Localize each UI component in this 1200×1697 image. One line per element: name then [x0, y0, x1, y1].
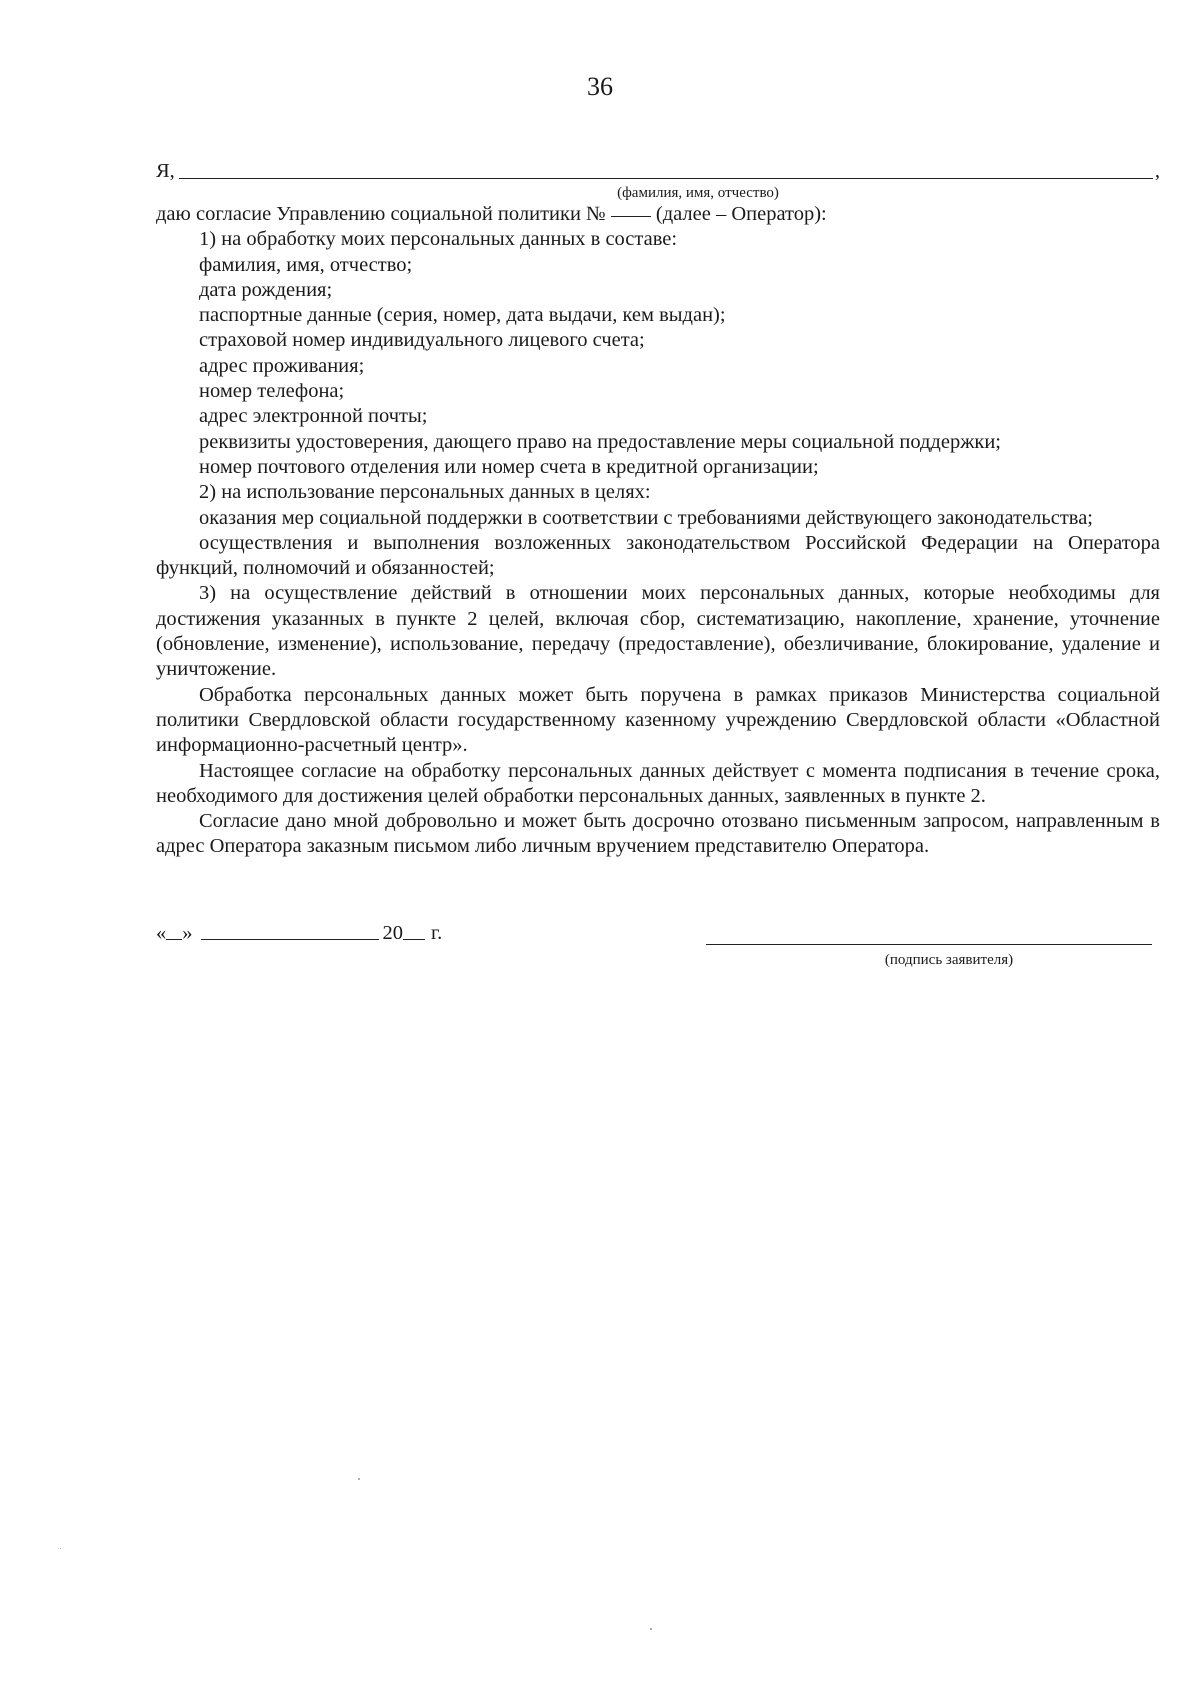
- point1-item: фамилия, имя, отчество;: [199, 253, 413, 276]
- point1-item: адрес проживания;: [199, 354, 365, 377]
- applicant-suffix: ,: [1154, 159, 1160, 182]
- department-number-field[interactable]: [611, 216, 651, 217]
- applicant-prefix: Я,: [156, 159, 175, 182]
- applicant-name-row: [156, 158, 1160, 184]
- date-fields: [156, 922, 442, 945]
- point1-item: страховой номер индивидуального лицевого счета;: [199, 329, 645, 352]
- scan-speck: [358, 1478, 360, 1480]
- revocation-paragraph: Согласие дано мной добровольно и может быть досрочно отозвано письменным запросом, направленным в адрес Оператора заказным письмом либо личным вручением представителю Оператора.: [156, 810, 1160, 858]
- point2-item: осуществления и выполнения возложенных законодательством Российской Федерации на Оператора функций, полномочий и обязанностей;: [156, 531, 1160, 580]
- signature-field[interactable]: [706, 944, 1152, 945]
- quote-close: »: [182, 922, 193, 944]
- point1-item: номер телефона;: [199, 380, 345, 403]
- quote-open: «: [156, 922, 167, 944]
- point2-title: 2) на использование персональных данных в целях:: [199, 481, 651, 504]
- consent-intro-before: даю согласие Управлению социальной политики №: [156, 203, 606, 225]
- point1-title: 1) на обработку моих персональных данных в составе:: [199, 228, 678, 251]
- scan-speck: [650, 1628, 652, 1630]
- page-number: 36: [587, 72, 613, 101]
- consent-intro: [156, 202, 1160, 227]
- fio-caption: (фамилия, имя, отчество): [617, 185, 779, 201]
- scan-speck: [60, 1548, 61, 1549]
- point1-item: номер почтового отделения или номер счета в кредитной организации;: [199, 455, 819, 478]
- point2-item: оказания мер социальной поддержки в соответствии с требованиями действующего законодательства;: [199, 506, 1093, 529]
- consent-intro-after: (далее – Оператор):: [655, 203, 827, 225]
- applicant-name-field[interactable]: [179, 178, 1153, 179]
- year-field[interactable]: [403, 939, 425, 940]
- point1-item: адрес электронной почты;: [199, 405, 428, 428]
- point1-item: реквизиты удостоверения, дающего право на предоставление меры социальной поддержки;: [199, 430, 1001, 453]
- point1-item: дата рождения;: [199, 278, 333, 301]
- consent-body: [156, 158, 1160, 860]
- year-prefix: 20: [382, 922, 403, 944]
- signature-caption: (подпись заявителя): [884, 952, 1014, 968]
- day-field[interactable]: [166, 939, 182, 940]
- point3-paragraph: 3) на осуществление действий в отношении моих персональных данных, которые необходимы для достижения указанных в пункте 2 целей, включая сбор, систематизацию, накопление, хранение, уточнение (обновление, изменение), использование, передачу (предоставление), обезличивание, блокирование, удаление и уничтожение.: [156, 582, 1160, 681]
- processing-paragraph: Обработка персональных данных может быть поручена в рамках приказов Министерства социальной политики Свердловской области государственному казенному учреждению Свердловской области «Областной информационно-расчетный центр».: [156, 683, 1160, 757]
- month-field[interactable]: [201, 939, 379, 940]
- validity-paragraph: Настоящее согласие на обработку персональных данных действует с момента подписания в течение срока, необходимого для достижения целей обработки персональных данных, заявленных в пункте 2.: [156, 759, 1160, 807]
- point1-item: паспортные данные (серия, номер, дата выдачи, кем выдан);: [199, 304, 726, 327]
- year-suffix: г.: [431, 922, 443, 944]
- signature-block: [156, 922, 1160, 982]
